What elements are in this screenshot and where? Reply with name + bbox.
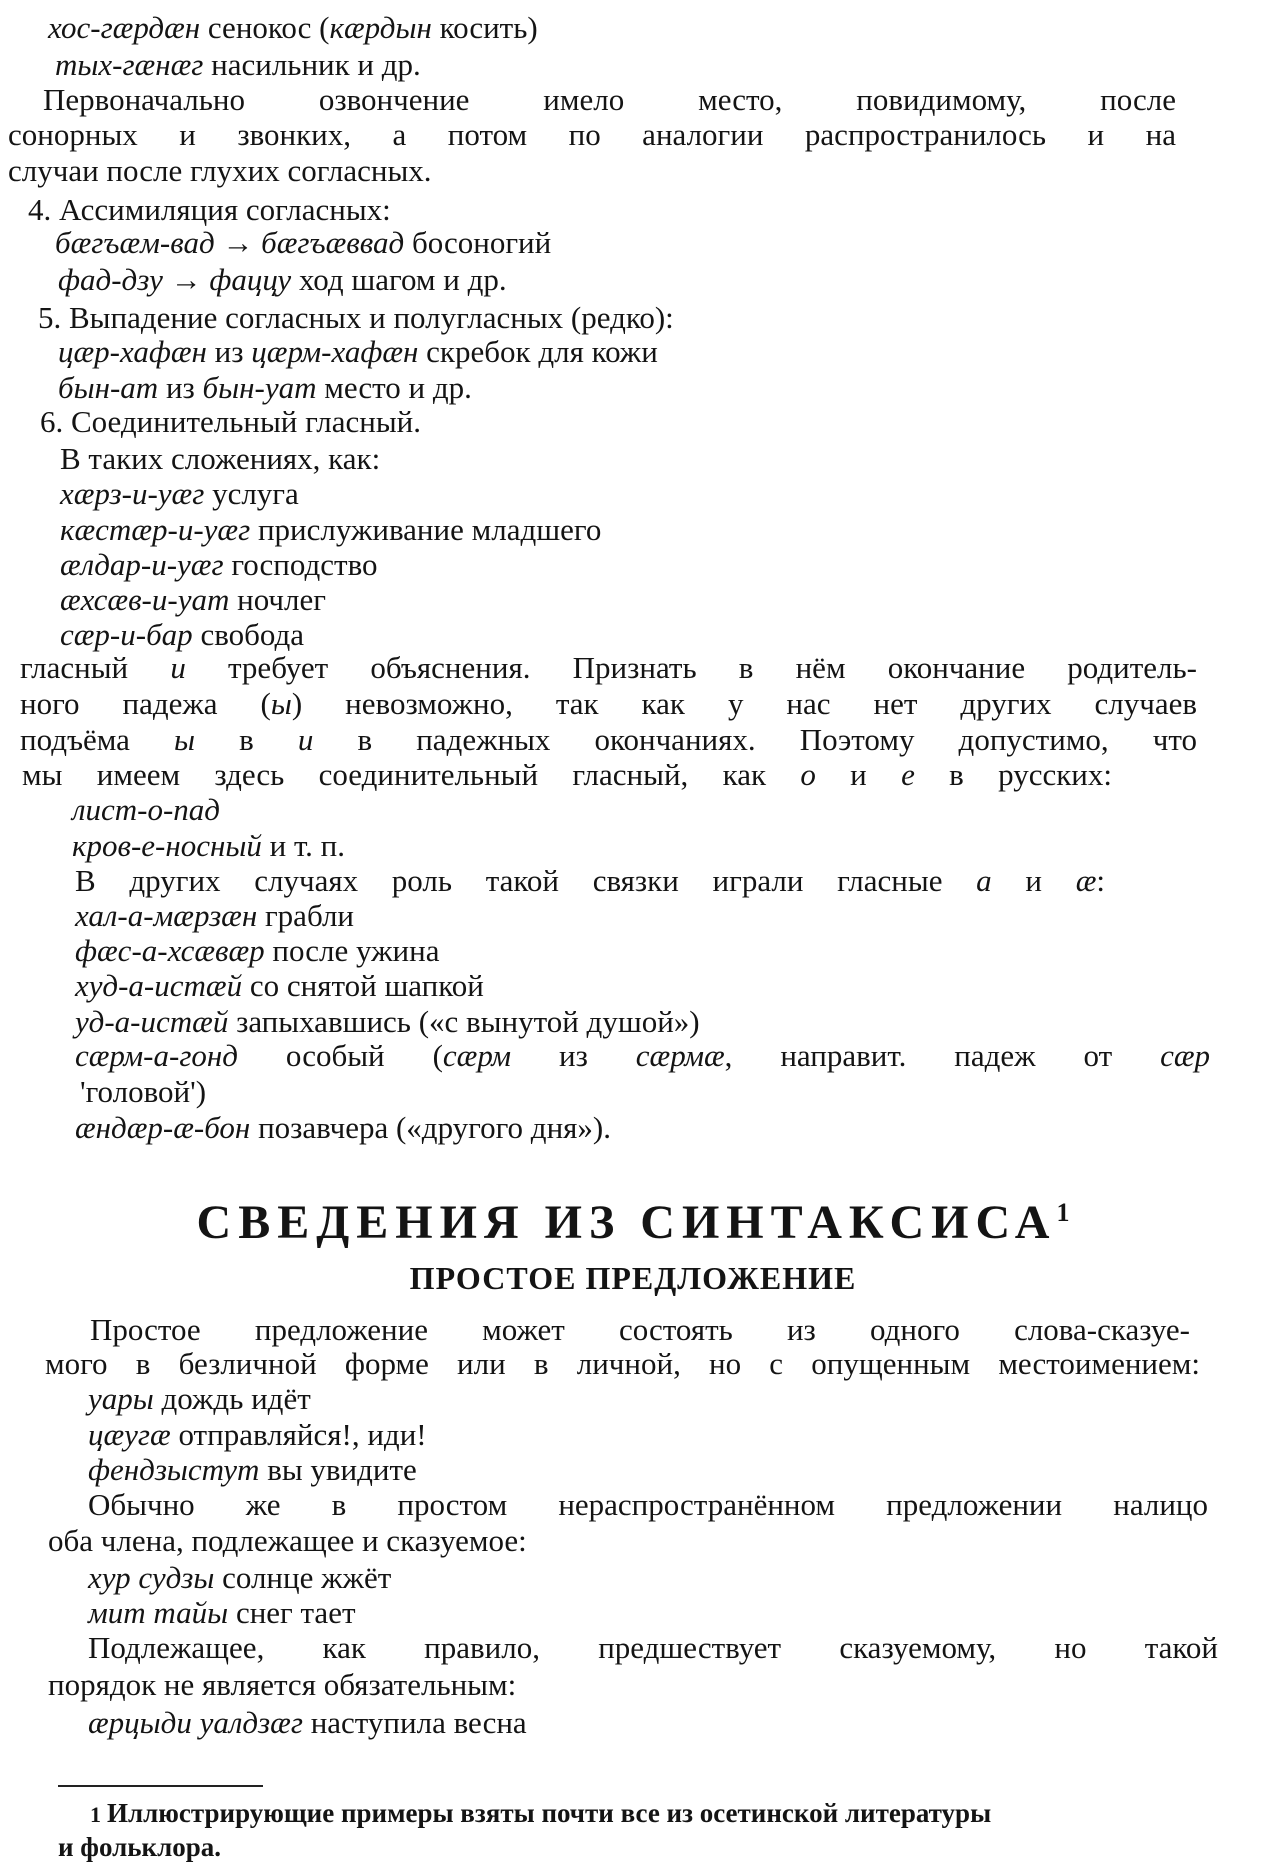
ossetian-word: бын-уат [202, 370, 317, 405]
line-text: В других случаях роль такой связки играли гласные [75, 863, 977, 898]
text-line [88, 1560, 391, 1596]
line-text: солнце жжёт [214, 1560, 392, 1595]
text-line [58, 370, 472, 406]
text-line [60, 476, 299, 512]
text-line [55, 225, 551, 261]
line-text: Первоначально озвончение имело место, повидимому, после [43, 82, 1176, 117]
line-text: свобода [192, 617, 305, 652]
line-text: и [815, 757, 902, 792]
line-text: ночлег [229, 582, 326, 617]
line-text: со снятой шапкой [242, 968, 484, 1003]
line-text: и т. п. [261, 828, 346, 863]
text-line [48, 10, 538, 46]
line-text: случаи после глухих согласных. [8, 153, 432, 188]
line-text: и [991, 863, 1076, 898]
ossetian-word: хал-а-мæрзæн [75, 898, 258, 933]
ossetian-word: лист-о-пад [72, 792, 220, 827]
text-line [75, 1110, 611, 1146]
ossetian-word: уары [88, 1381, 154, 1416]
text-line [88, 1705, 527, 1741]
text-line [58, 262, 507, 298]
text-line [72, 828, 345, 864]
ossetian-word: и [297, 722, 314, 757]
text-line [88, 1595, 356, 1631]
line-text: ) невозможно, так как у нас нет других случаев [291, 686, 1197, 721]
line-text: , направит. падеж от [724, 1038, 1161, 1073]
section-heading-text: СВЕДЕНИЯ ИЗ СИНТАКСИСА [196, 1196, 1057, 1249]
line-text: мы имеем здесь соединительный гласный, как [22, 757, 801, 792]
line-text: наступила весна [302, 1705, 527, 1740]
text-line [88, 1452, 417, 1488]
text-line [75, 968, 484, 1004]
section-heading [0, 1185, 1266, 1251]
ossetian-word: фæс-а-хсæвæр [75, 933, 265, 968]
line-text: 6. Соединительный гласный. [40, 404, 422, 439]
line-text: босоногий [404, 225, 552, 260]
text-line [22, 757, 1112, 793]
ossetian-word: хур судзы [88, 1560, 215, 1595]
text-line [40, 404, 421, 440]
footnote-text: Иллюстрирующие примеры взяты почти все из осетинской литературы [107, 1798, 992, 1828]
ossetian-word: сæрм [442, 1038, 512, 1073]
text-line [60, 617, 304, 653]
line-text: место и др. [316, 370, 472, 405]
ossetian-word: кæстæр-и-уæг [60, 512, 251, 547]
ossetian-word: фад-дзу → фаццу [58, 262, 292, 297]
text-line [45, 1346, 1200, 1382]
line-text: вы увидите [259, 1452, 417, 1487]
line-text: позавчера («другого дня»). [250, 1110, 611, 1145]
ossetian-word: кров-е-носный [72, 828, 262, 863]
text-line [88, 1630, 1218, 1666]
ossetian-word: æхсæв-и-уат [60, 582, 230, 617]
text-line [20, 650, 1197, 686]
text-line [88, 1381, 311, 1417]
ossetian-word: æрцыди уалдзæг [88, 1705, 303, 1740]
ossetian-word: фендзыстут [88, 1452, 260, 1487]
ossetian-word: сæрмæ [635, 1038, 725, 1073]
line-text: Подлежащее, как правило, предшествует сказуемому, но такой [88, 1630, 1218, 1665]
line-text: В таких сложениях, как: [60, 441, 381, 476]
line-text: косить) [431, 10, 538, 45]
ossetian-word: æлдар-и-уæг [60, 547, 224, 582]
text-line [58, 334, 658, 370]
ossetian-word: цæрм-хафæн [251, 334, 419, 369]
text-line [48, 1523, 527, 1559]
text-line [60, 547, 378, 583]
line-text: подъёма [20, 722, 175, 757]
text-line [38, 300, 674, 336]
text-line [55, 47, 421, 83]
line-text: прислуживание младшего [250, 512, 602, 547]
line-text: насильник и др. [203, 47, 421, 82]
line-text: снег тает [228, 1595, 356, 1630]
text-line [60, 512, 601, 548]
line-text: ход шагом и др. [291, 262, 507, 297]
ossetian-word: æндæр-æ-бон [75, 1110, 251, 1145]
line-text: из [206, 334, 252, 369]
footnote-mark: 1 [90, 1802, 101, 1827]
line-text: запыхавшись («с вынутой душой») [228, 1004, 700, 1039]
text-line [8, 117, 1176, 153]
line-text: в русских: [914, 757, 1112, 792]
ossetian-word: бын-ат [58, 370, 159, 405]
ossetian-word: сæр-и-бар [60, 617, 193, 652]
line-text: в падежных окончаниях. Поэтому допустимо, что [313, 722, 1198, 757]
footnote-line [90, 1797, 1230, 1831]
ossetian-word: мит тайы [88, 1595, 229, 1630]
line-text: 'головой') [80, 1074, 207, 1109]
ossetian-word: е [901, 757, 915, 792]
text-line [60, 441, 380, 477]
text-line [20, 722, 1197, 758]
line-text: 5. Выпадение согласных и полугласных (редко): [38, 300, 674, 335]
ossetian-word: тых-гæнæг [55, 47, 204, 82]
line-text: из [511, 1038, 636, 1073]
text-line [88, 1487, 1208, 1523]
ossetian-word: ы [270, 686, 292, 721]
subsection-heading: ПРОСТОЕ ПРЕДЛОЖЕНИЕ [409, 1260, 857, 1296]
ossetian-word: хос-гæрдæн [48, 10, 201, 45]
ossetian-word: ы [174, 722, 196, 757]
line-text: ного падежа ( [20, 686, 271, 721]
text-line [75, 1004, 700, 1040]
line-text: услуга [204, 476, 299, 511]
line-text: господство [223, 547, 378, 582]
text-line [48, 1667, 516, 1703]
ossetian-word: хæрз-и-уæг [60, 476, 205, 511]
footnote-separator [58, 1785, 263, 1787]
ossetian-word: сæрм-а-гонд [75, 1038, 238, 1073]
ossetian-word: бæгъæм-вад → бæгъæввад [55, 225, 405, 260]
line-text: скребок для кожи [418, 334, 658, 369]
line-text: оба члена, подлежащее и сказуемое: [48, 1523, 527, 1558]
line-text: Обычно же в простом нераспространённом предложении налицо [88, 1487, 1208, 1522]
line-text: после ужина [264, 933, 440, 968]
text-line [28, 192, 391, 228]
line-text: сенокос ( [200, 10, 330, 45]
text-line [90, 1312, 1190, 1348]
line-text: Простое предложение может состоять из одного слова-сказуе- [90, 1312, 1190, 1347]
line-text: в [195, 722, 298, 757]
ossetian-word: сæр [1160, 1038, 1210, 1073]
line-text: особый ( [237, 1038, 443, 1073]
ossetian-word: а [976, 863, 992, 898]
ossetian-word: кæрдын [329, 10, 432, 45]
footnote-reference: 1 [1056, 1198, 1070, 1227]
line-text: порядок не является обязательным: [48, 1667, 517, 1702]
text-line [75, 933, 439, 969]
text-line [60, 582, 326, 618]
ossetian-word: цæугæ [88, 1417, 171, 1452]
footnote-line: и фольклора. [58, 1832, 222, 1862]
ossetian-word: о [800, 757, 816, 792]
line-text: дождь идёт [153, 1381, 311, 1416]
ossetian-word: худ-а-истæй [75, 968, 243, 1003]
line-text: отправляйся!, иди! [170, 1417, 427, 1452]
text-line [75, 1038, 1210, 1074]
ossetian-word: цæр-хафæн [58, 334, 207, 369]
line-text: требует объяснения. Признать в нём окончание родитель- [185, 650, 1197, 685]
text-line [72, 792, 220, 828]
line-text: мого в безличной форме или в личной, но с опущенным местоимением: [45, 1346, 1200, 1381]
ossetian-word: и [170, 650, 186, 685]
line-text: из [158, 370, 203, 405]
text-line [43, 82, 1176, 118]
ossetian-word: æ [1075, 863, 1097, 898]
ossetian-word: уд-а-истæй [75, 1004, 229, 1039]
line-text: сонорных и звонких, а потом по аналогии распространилось и на [8, 117, 1176, 152]
text-line [20, 686, 1197, 722]
text-line [80, 1074, 206, 1110]
text-line [75, 863, 1105, 899]
text-line [88, 1417, 427, 1453]
line-text: : [1096, 863, 1105, 898]
text-line [8, 153, 432, 189]
line-text: гласный [20, 650, 171, 685]
line-text: грабли [257, 898, 355, 933]
text-line [75, 898, 354, 934]
line-text: 4. Ассимиляция согласных: [28, 192, 391, 227]
